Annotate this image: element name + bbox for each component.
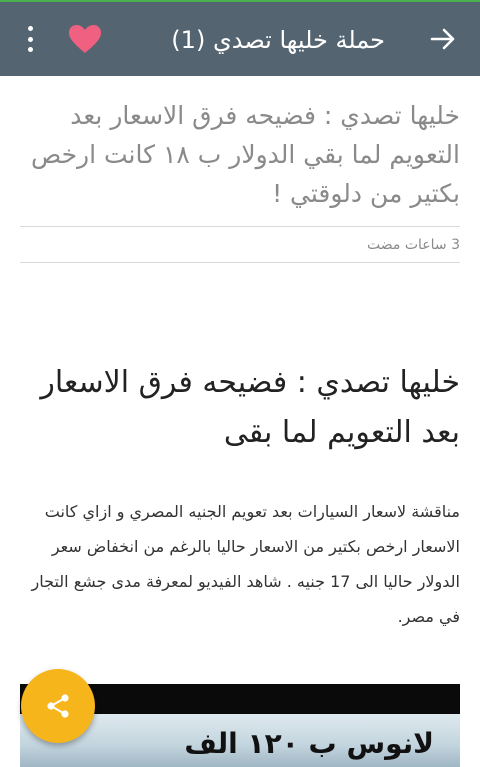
article-body: مناقشة لاسعار السيارات بعد تعويم الجنيه المصري و ازاي كانت الاسعار ارخص بكتير من الاسعار حاليا بالرغم من انخفاض سعر الدولار حاليا الى 17 جنيه . شاهد الفيديو لمعرفة مدى جشع التجار في مصر. bbox=[31, 502, 460, 626]
back-button[interactable] bbox=[428, 24, 458, 54]
arrow-forward-icon bbox=[430, 27, 456, 51]
favorite-button[interactable] bbox=[68, 24, 102, 54]
heart-icon bbox=[68, 24, 102, 54]
app-bar bbox=[0, 2, 480, 76]
article-title: خليها تصدي : فضيحه فرق الاسعار بعد التعويم لما بقى bbox=[40, 365, 460, 450]
more-vert-icon-dot bbox=[28, 47, 33, 52]
divider bbox=[20, 262, 460, 263]
video-caption: لانوس ب ١٢٠ الف bbox=[184, 727, 434, 760]
more-vert-icon-dot bbox=[28, 26, 33, 31]
share-icon bbox=[44, 692, 72, 720]
more-options-button[interactable] bbox=[18, 24, 42, 54]
more-vert-icon-dot bbox=[28, 37, 33, 42]
share-button[interactable] bbox=[21, 669, 95, 743]
post-timestamp: 3 ساعات مضت bbox=[366, 237, 460, 253]
app-bar-title: حملة خليها تصدي (1) bbox=[171, 26, 385, 54]
divider bbox=[20, 226, 460, 227]
post-headline[interactable]: خليها تصدي : فضيحه فرق الاسعار بعد التعويم لما بقي الدولار ب ١٨ كانت ارخص بكتير من دلوقتي ! bbox=[30, 101, 460, 208]
